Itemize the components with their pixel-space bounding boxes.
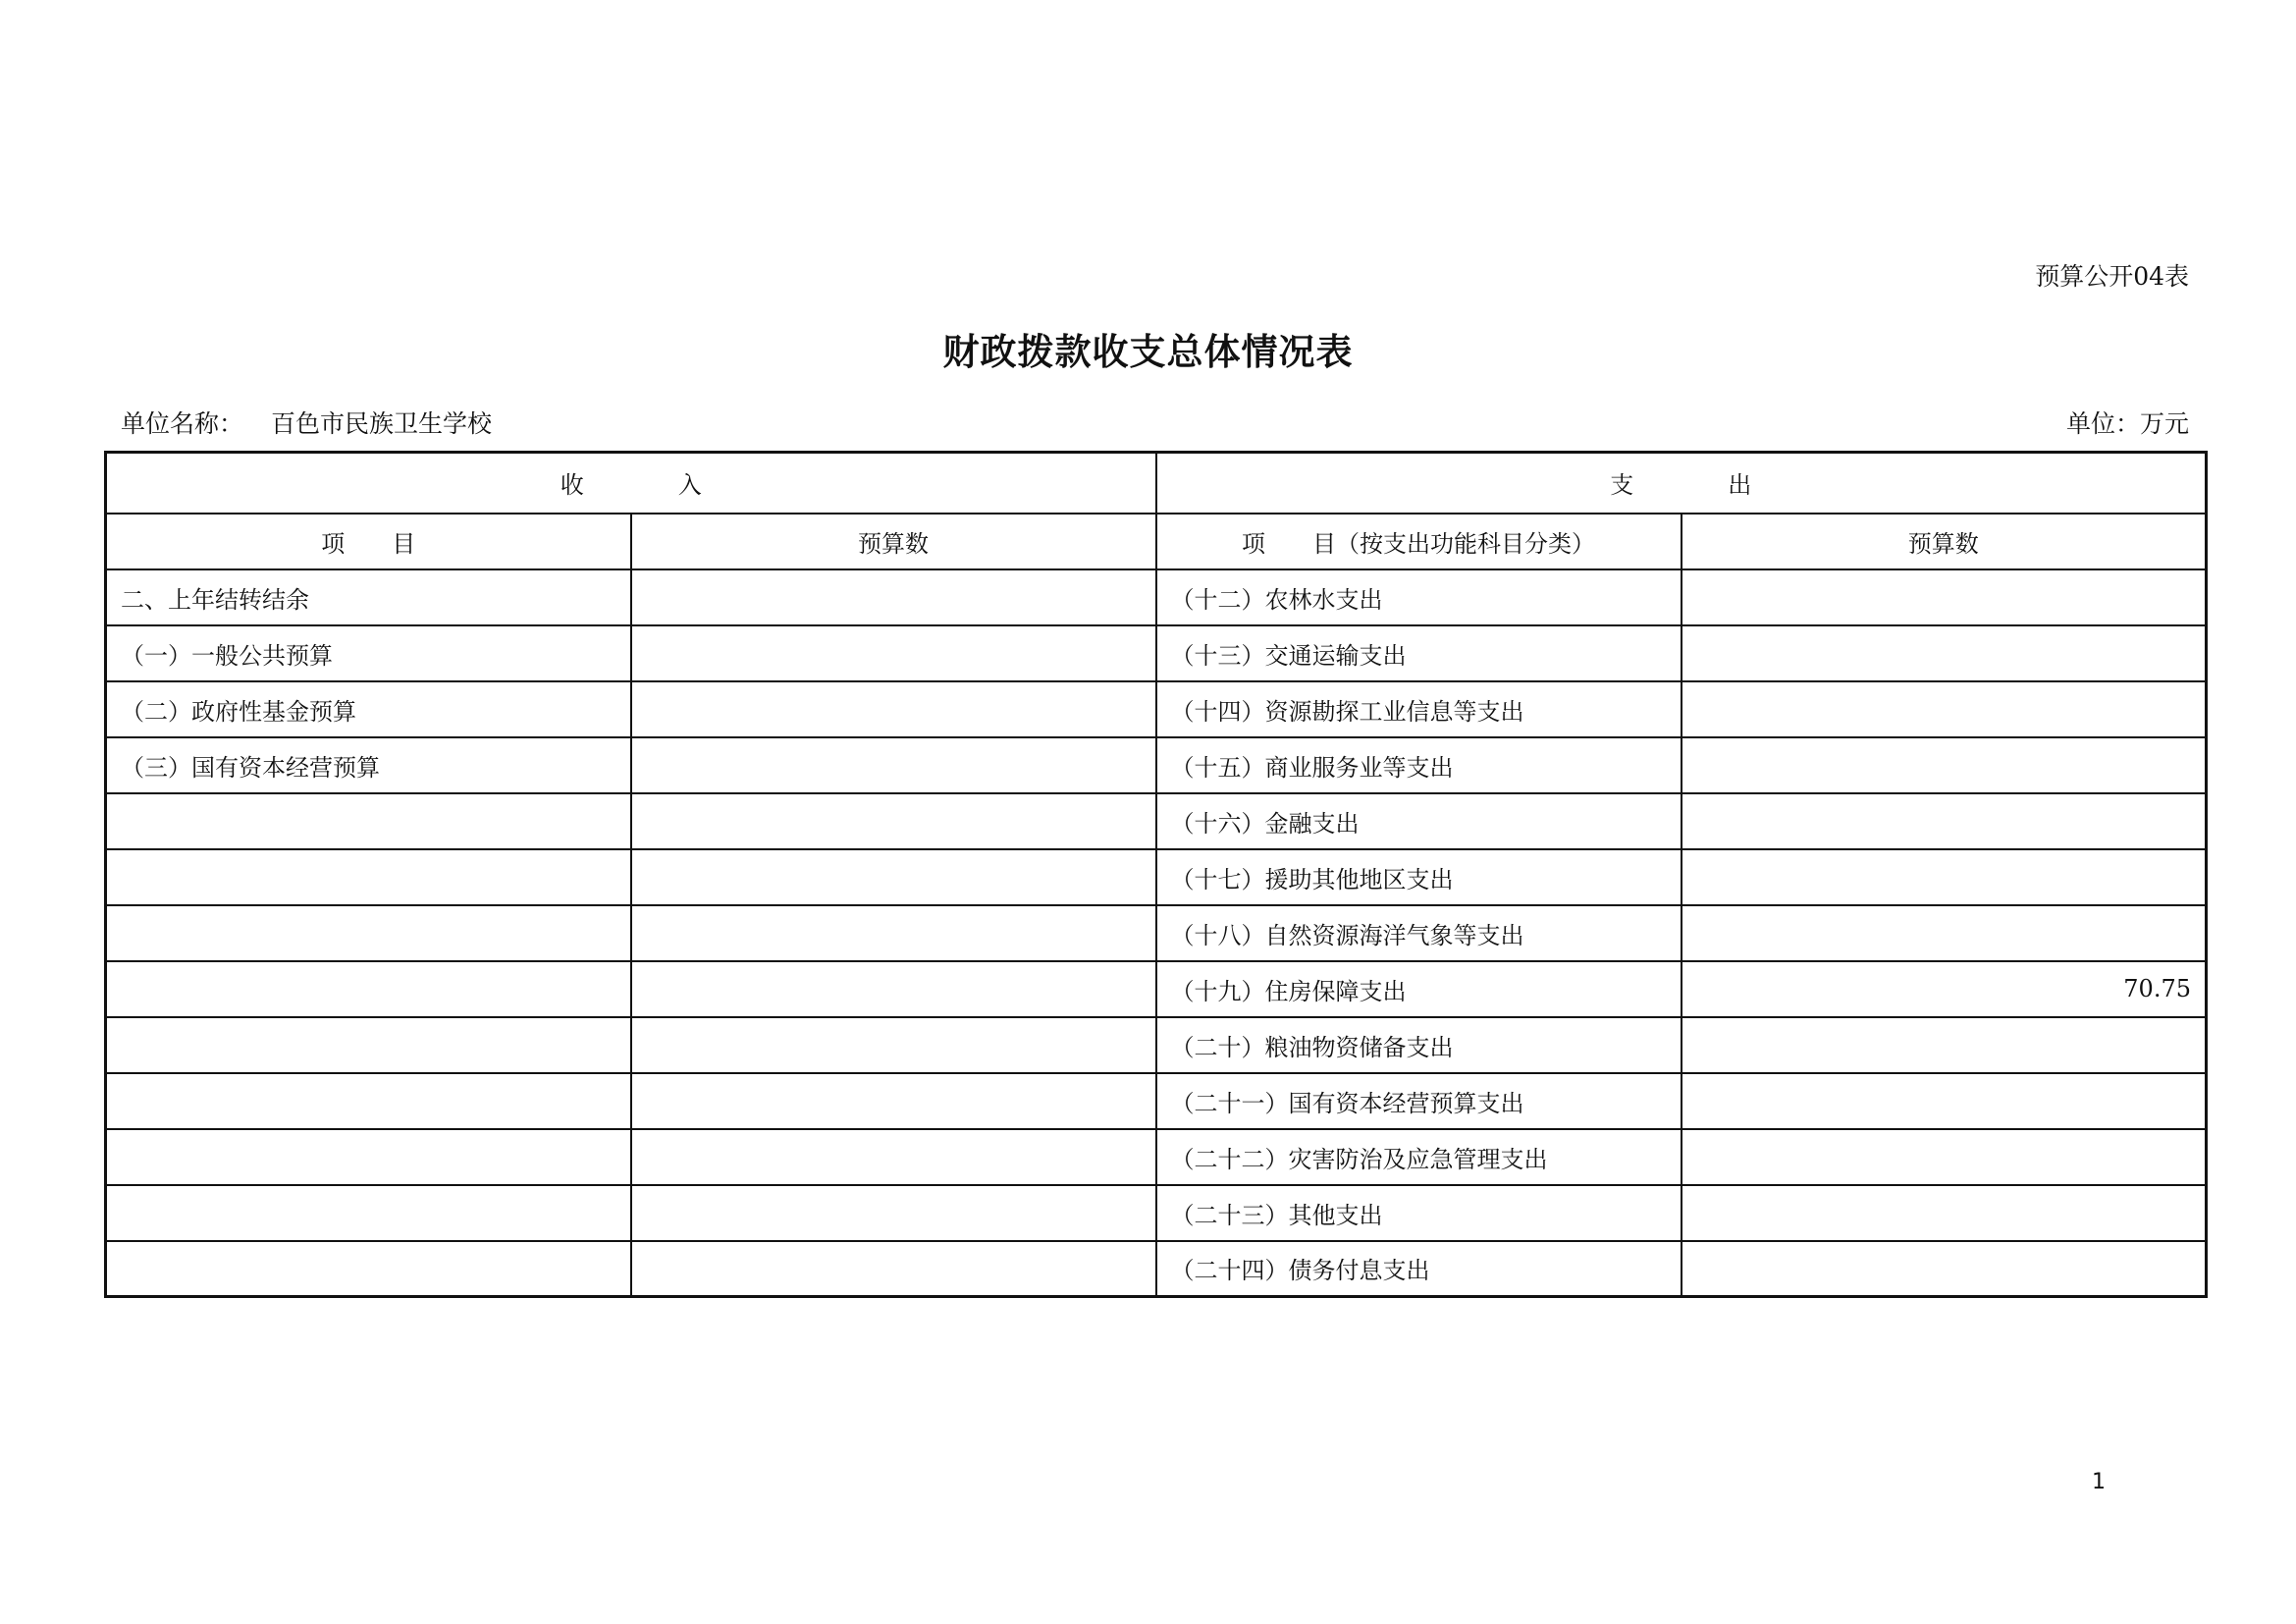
income-amount-cell: [631, 1017, 1156, 1073]
income-item-cell: [106, 1073, 631, 1129]
form-code: 预算公开04表: [2035, 262, 2189, 291]
expense-amount-cell: [1682, 1129, 2207, 1185]
income-amount-column-header: 预算数: [631, 514, 1156, 569]
income-amount-cell: [631, 1241, 1156, 1297]
expense-amount-cell: [1682, 1241, 2207, 1297]
table-row: [106, 905, 2207, 961]
expense-amount-cell: [1682, 681, 2207, 737]
expense-item-column-header: 项 目（按支出功能科目分类）: [1156, 514, 1682, 569]
expense-item-cell: （十九）住房保障支出: [1156, 961, 1682, 1017]
table-row: [106, 625, 2207, 681]
expense-amount-cell: [1682, 625, 2207, 681]
expense-amount-column-header: 预算数: [1682, 514, 2207, 569]
table-row: [106, 1241, 2207, 1297]
table-row: [106, 961, 2207, 1017]
expense-item-cell: （二十四）债务付息支出: [1156, 1241, 1682, 1297]
unit-name-value: 百色市民族卫生学校: [271, 409, 493, 438]
page-number: 1: [2092, 1470, 2106, 1494]
income-item-cell: 二、上年结转结余: [106, 569, 631, 625]
income-amount-cell: [631, 961, 1156, 1017]
expense-amount-cell: [1682, 905, 2207, 961]
expense-amount-cell: 70.75: [1682, 961, 2207, 1017]
expense-item-cell: （十五）商业服务业等支出: [1156, 737, 1682, 793]
income-item-cell: （三）国有资本经营预算: [106, 737, 631, 793]
table-row: [106, 1073, 2207, 1129]
expense-item-cell: （十八）自然资源海洋气象等支出: [1156, 905, 1682, 961]
income-item-cell: [106, 1129, 631, 1185]
table-row: [106, 1017, 2207, 1073]
expense-item-cell: （二十三）其他支出: [1156, 1185, 1682, 1241]
income-amount-cell: [631, 681, 1156, 737]
income-item-cell: [106, 961, 631, 1017]
expense-item-cell: （十六）金融支出: [1156, 793, 1682, 849]
expense-item-cell: （十七）援助其他地区支出: [1156, 849, 1682, 905]
income-item-cell: [106, 1017, 631, 1073]
income-amount-cell: [631, 1073, 1156, 1129]
section-header-row: [106, 453, 2207, 514]
table-row: [106, 737, 2207, 793]
table-row: [106, 1185, 2207, 1241]
income-item-cell: [106, 849, 631, 905]
income-amount-cell: [631, 737, 1156, 793]
expense-section-header: 支 出: [1156, 453, 2207, 514]
income-amount-cell: [631, 1129, 1156, 1185]
measure-unit: 单位：万元: [2065, 409, 2189, 438]
expense-amount-cell: [1682, 849, 2207, 905]
income-item-cell: （二）政府性基金预算: [106, 681, 631, 737]
income-item-column-header: 项 目: [106, 514, 631, 569]
table-row: [106, 569, 2207, 625]
income-item-cell: [106, 1185, 631, 1241]
column-header-row: [106, 514, 2207, 569]
expense-item-cell: （二十一）国有资本经营预算支出: [1156, 1073, 1682, 1129]
table-row: [106, 1129, 2207, 1185]
income-item-cell: [106, 1241, 631, 1297]
income-item-cell: [106, 905, 631, 961]
income-amount-cell: [631, 625, 1156, 681]
expense-item-cell: （二十）粮油物资储备支出: [1156, 1017, 1682, 1073]
income-item-cell: [106, 793, 631, 849]
page-title: 财政拨款收支总体情况表: [942, 331, 1354, 373]
expense-amount-cell: [1682, 737, 2207, 793]
expense-amount-cell: [1682, 1185, 2207, 1241]
income-amount-cell: [631, 793, 1156, 849]
income-amount-cell: [631, 569, 1156, 625]
table-row: [106, 849, 2207, 905]
expense-amount-cell: [1682, 1073, 2207, 1129]
expense-item-cell: （二十二）灾害防治及应急管理支出: [1156, 1129, 1682, 1185]
income-amount-cell: [631, 1185, 1156, 1241]
table-row: [106, 793, 2207, 849]
income-section-header: 收 入: [106, 453, 1156, 514]
income-amount-cell: [631, 849, 1156, 905]
expense-item-cell: （十三）交通运输支出: [1156, 625, 1682, 681]
unit-name-label: 单位名称：: [121, 409, 244, 438]
income-item-cell: （一）一般公共预算: [106, 625, 631, 681]
table-row: [106, 681, 2207, 737]
unit-name-line: [121, 405, 492, 440]
expense-amount-cell: [1682, 793, 2207, 849]
expense-item-cell: （十二）农林水支出: [1156, 569, 1682, 625]
income-amount-cell: [631, 905, 1156, 961]
expense-amount-cell: [1682, 569, 2207, 625]
budget-table: [104, 451, 2208, 1298]
expense-item-cell: （十四）资源勘探工业信息等支出: [1156, 681, 1682, 737]
expense-amount-cell: [1682, 1017, 2207, 1073]
